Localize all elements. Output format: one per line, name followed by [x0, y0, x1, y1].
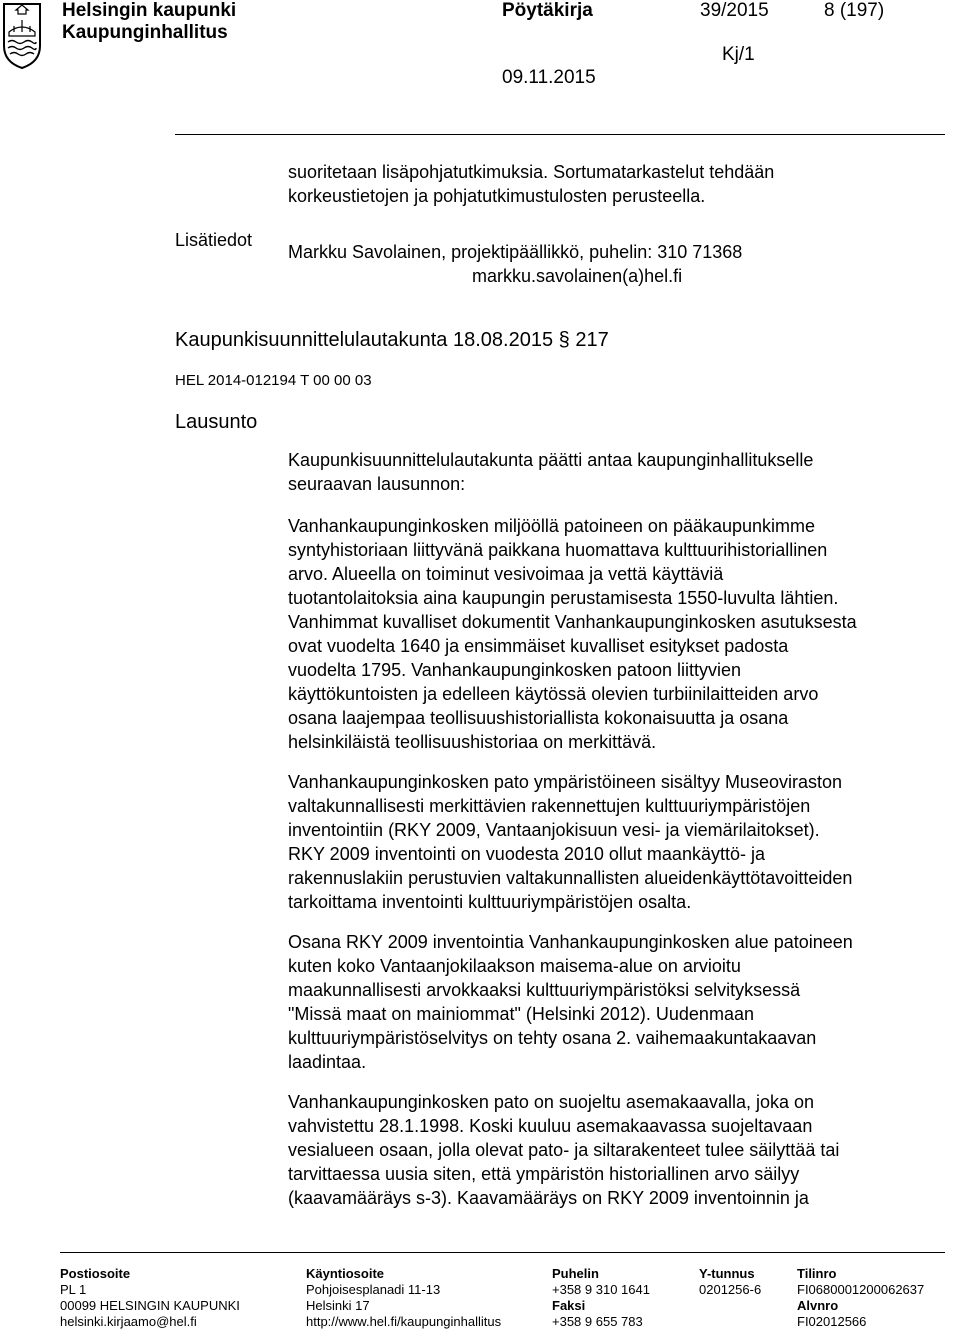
- body-paragraph-5: [288, 1090, 948, 1210]
- footer-website: http://www.hel.fi/kaupunginhallitus: [306, 1314, 502, 1329]
- section-title: Kaupunkisuunnittelulautakunta 18.08.2015 § 217: [175, 329, 609, 351]
- text-line: vahvistettu 28.1.1998. Koski kuuluu asemakaavassa suojeltavaan: [288, 1116, 813, 1136]
- footer-visiting-address: [306, 1266, 501, 1330]
- phone-number: +358 9 310 1641: [552, 1282, 650, 1297]
- body-paragraph-3: [288, 770, 948, 914]
- text-line: rakennuslakiin perustuvien valtakunnallisten alueidenkäyttötavoitteiden: [288, 868, 853, 888]
- text-line: helsinkiläistä teollisuushistoriaa on merkittävä.: [288, 732, 657, 752]
- footer-business-id: [699, 1266, 761, 1298]
- footer-account: [797, 1266, 924, 1330]
- text-line: korkeustietojen ja pohjatutkimustulosten perusteella.: [288, 186, 706, 206]
- footer-line: Helsinki 17: [306, 1298, 370, 1313]
- footer-email: helsinki.kirjaamo@hel.fi: [60, 1314, 197, 1329]
- body-paragraph-2: [288, 514, 948, 754]
- contact-email: markku.savolainen(a)hel.fi: [472, 266, 683, 286]
- body-paragraph-4: [288, 930, 948, 1074]
- body-paragraph-1: [288, 448, 948, 496]
- fax-number: +358 9 655 783: [552, 1314, 643, 1329]
- text-line: Vanhankaupunginkosken pato on suojeltu asemakaavalla, joka on: [288, 1092, 815, 1112]
- text-line: arvo. Alueella on toiminut vesivoimaa ja vettä käyttäviä: [288, 564, 724, 584]
- text-line: Vanhankaupunginkosken miljööllä patoineen on pääkaupunkimme: [288, 516, 816, 536]
- contact-person: Markku Savolainen, projektipäällikkö, puhelin: 310 71368: [288, 242, 743, 262]
- text-line: osana laajempaa teollisuushistoriallista kokonaisuutta ja osana: [288, 708, 789, 728]
- text-line: RKY 2009 inventointi on vuodesta 2010 ollut maankäyttö- ja: [288, 844, 765, 864]
- text-line: käyttökuntoisten ja edelleen käytössä olevien turbiinilaitteiden arvo: [288, 684, 819, 704]
- lisatiedot-label: Lisätiedot: [175, 230, 253, 250]
- text-line: ovat vuodelta 1640 ja ensimmäiset kuvalliset esitykset padosta: [288, 636, 789, 656]
- text-line: valtakunnallisesti merkittävien rakennettujen kulttuuriympäristöjen: [288, 796, 811, 816]
- footer-heading: Y-tunnus: [699, 1266, 755, 1281]
- footer-divider: [60, 1252, 945, 1253]
- text-line: tarvittaessa uusia siten, että ympäristön historiallinen arvo säilyy: [288, 1164, 800, 1184]
- organization-body: Kaupunginhallitus: [62, 22, 228, 43]
- statement-label: Lausunto: [175, 411, 258, 433]
- business-id: 0201256-6: [699, 1282, 762, 1297]
- text-line: seuraavan lausunnon:: [288, 474, 466, 494]
- text-line: tuotantolaitoksia aina kaupungin perustamisesta 1550-luvulta lähtien.: [288, 588, 839, 608]
- text-line: kulttuuriympäristöselvitys on tehty osana 2. vaihemaakuntakaavan: [288, 1028, 817, 1048]
- text-line: (kaavamääräys s-3). Kaavamääräys on RKY 2009 inventoinnin ja: [288, 1188, 809, 1208]
- text-line: inventointiin (RKY 2009, Vantaanjokisuun vesi- ja viemärilaitokset).: [288, 820, 820, 840]
- text-line: laadintaa.: [288, 1052, 367, 1072]
- intro-paragraph: [288, 160, 948, 208]
- text-line: vesialueen osaan, jolla olevat pato- ja siltarakenteet tulee säilyttää tai: [288, 1140, 840, 1160]
- footer-heading: Käyntiosoite: [306, 1266, 385, 1281]
- footer-line: 00099 HELSINGIN KAUPUNKI: [60, 1298, 240, 1313]
- document-date: 09.11.2015: [502, 67, 596, 88]
- footer-heading: Alvnro: [797, 1298, 839, 1313]
- footer-line: PL 1: [60, 1282, 87, 1297]
- text-line: tarkoittama inventointi kulttuuriympäristöjen osalta.: [288, 892, 692, 912]
- text-line: suoritetaan lisäpohjatutkimuksia. Sortumatarkastelut tehdään: [288, 162, 775, 182]
- text-line: syntyhistoriaan liittyvänä paikkana huomattava kulttuurihistoriallinen: [288, 540, 828, 560]
- text-line: vuodelta 1795. Vanhankaupunginkosken patoon liittyvien: [288, 660, 742, 680]
- document-number: 39/2015: [700, 0, 769, 21]
- footer-postal-address: [60, 1266, 240, 1330]
- footer-heading: Postiosoite: [60, 1266, 131, 1281]
- text-line: Vanhankaupunginkosken pato ympäristöineen sisältyy Museoviraston: [288, 772, 842, 792]
- footer-phone: [552, 1266, 650, 1330]
- text-line: Osana RKY 2009 inventointia Vanhankaupunginkosken alue patoineen: [288, 932, 853, 952]
- section-code: Kj/1: [722, 44, 755, 65]
- organization-name: Helsingin kaupunki: [62, 0, 237, 21]
- footer-heading: Puhelin: [552, 1266, 599, 1281]
- footer-heading: Tilinro: [797, 1266, 837, 1281]
- footer-line: Pohjoisesplanadi 11-13: [306, 1282, 441, 1297]
- diary-number: HEL 2014-012194 T 00 00 03: [175, 372, 372, 389]
- header-divider: [175, 134, 945, 135]
- helsinki-crest-logo: [2, 2, 42, 70]
- account-number: FI0680001200062637: [797, 1282, 925, 1297]
- text-line: Kaupunkisuunnittelulautakunta päätti antaa kaupunginhallitukselle: [288, 450, 814, 470]
- text-line: Vanhimmat kuvalliset dokumentit Vanhankaupunginkosken asutuksesta: [288, 612, 857, 632]
- text-line: kuten koko Vantaanjokilaakson maisema-alue on arvioitu: [288, 956, 741, 976]
- text-line: "Missä maat on mainiommat" (Helsinki 2012). Uudenmaan: [288, 1004, 754, 1024]
- page-number: 8 (197): [824, 0, 885, 21]
- footer-heading: Faksi: [552, 1298, 586, 1313]
- text-line: maakunnallisesti arvokkaaksi kulttuuriympäristöksi selvityksessä: [288, 980, 801, 1000]
- document-type: Pöytäkirja: [502, 0, 593, 21]
- vat-number: FI02012566: [797, 1314, 867, 1329]
